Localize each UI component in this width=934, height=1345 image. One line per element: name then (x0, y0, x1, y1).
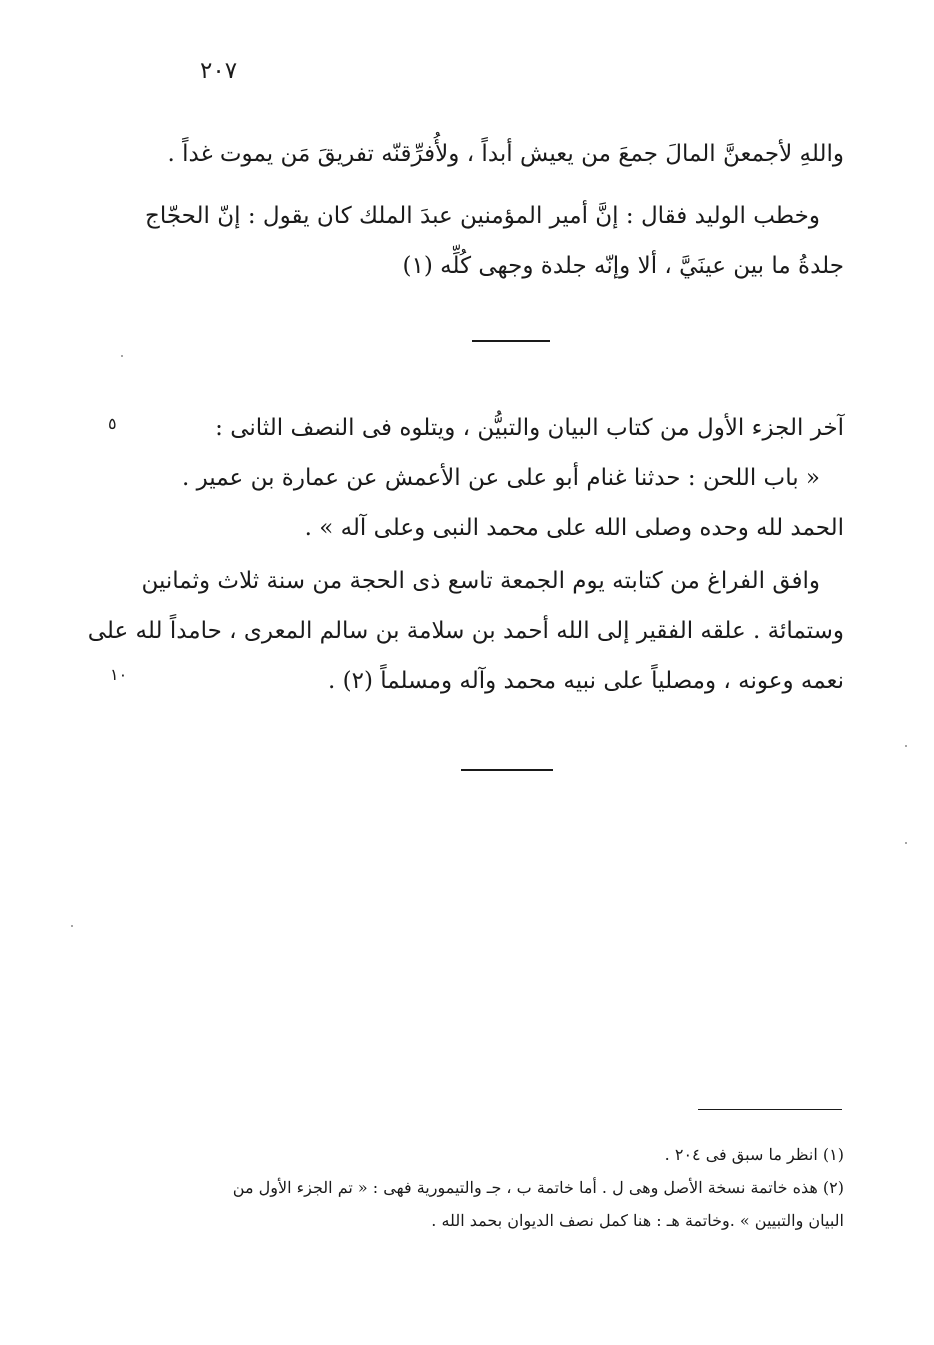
scan-speck (71, 925, 73, 927)
paragraph-2-line-1: وخطب الوليد فقال : إنَّ أمير المؤمنين عبدَ الملك كان يقول : إنّ الحجّاج (144, 203, 820, 229)
margin-line-number-10: ١٠ (110, 665, 128, 684)
paragraph-4-line-1: وافق الفراغ من كتابته يوم الجمعة تاسع ذى الحجة من سنة ثلاث وثمانين (141, 568, 820, 594)
paragraph-3 (168, 403, 844, 553)
paragraph-3-line-3: الحمد لله وحده وصلى الله على محمد النبى وعلى آله » . (304, 515, 844, 541)
paragraph-3-line-2: « باب اللحن : حدثنا غنام أبو على عن الأعمش عن عمارة بن عمير . (181, 465, 820, 491)
paragraph-2-line-2: جلدةُ ما بين عينَيَّ ، ألا وإنّه جلدة وجهى كُلِّه (١) (402, 253, 844, 279)
section-separator (461, 769, 553, 771)
footnote-1: (١) انظر ما سبق فى ٢٠٤ . (664, 1145, 844, 1164)
paragraph-3-line-1: آخر الجزء الأول من كتاب البيان والتبيُّن ، ويتلوه فى النصف الثانى : (215, 415, 844, 441)
paragraph-4-line-2: وستمائة . علقه الفقير إلى الله أحمد بن سلامة بن سالم المعرى ، حامداً لله على (87, 618, 844, 644)
margin-line-number-5: ٥ (108, 414, 117, 433)
footnote-rule (698, 1109, 842, 1110)
scan-speck (121, 355, 123, 357)
paragraph-1 (168, 129, 844, 179)
paragraph-2 (144, 191, 844, 291)
paragraph-1-line-1: واللهِ لأجمعنَّ المالَ جمعَ من يعيش أبداً ، ولأُفرِّقنّه تفريقَ مَن يموت غداً . (167, 141, 844, 167)
footnote-2-line-2: البيان والتبيين » .وخاتمة هـ : هنا كمل نصف الديوان بحمد الله . (431, 1211, 844, 1230)
section-separator (472, 340, 550, 342)
footnotes (160, 1138, 844, 1237)
scan-speck (905, 745, 907, 747)
scan-speck (905, 842, 907, 844)
footnote-2-line-1: (٢) هذه خاتمة نسخة الأصل وهى ل . أما خاتمة ب ، جـ والتيمورية فهى : « تم الجزء الأول من (232, 1178, 844, 1197)
paragraph-4-line-3: نعمه وعونه ، ومصلياً على نبيه محمد وآله ومسلماً (٢) . (327, 668, 844, 694)
page-number: ٢٠٧ (200, 58, 238, 84)
